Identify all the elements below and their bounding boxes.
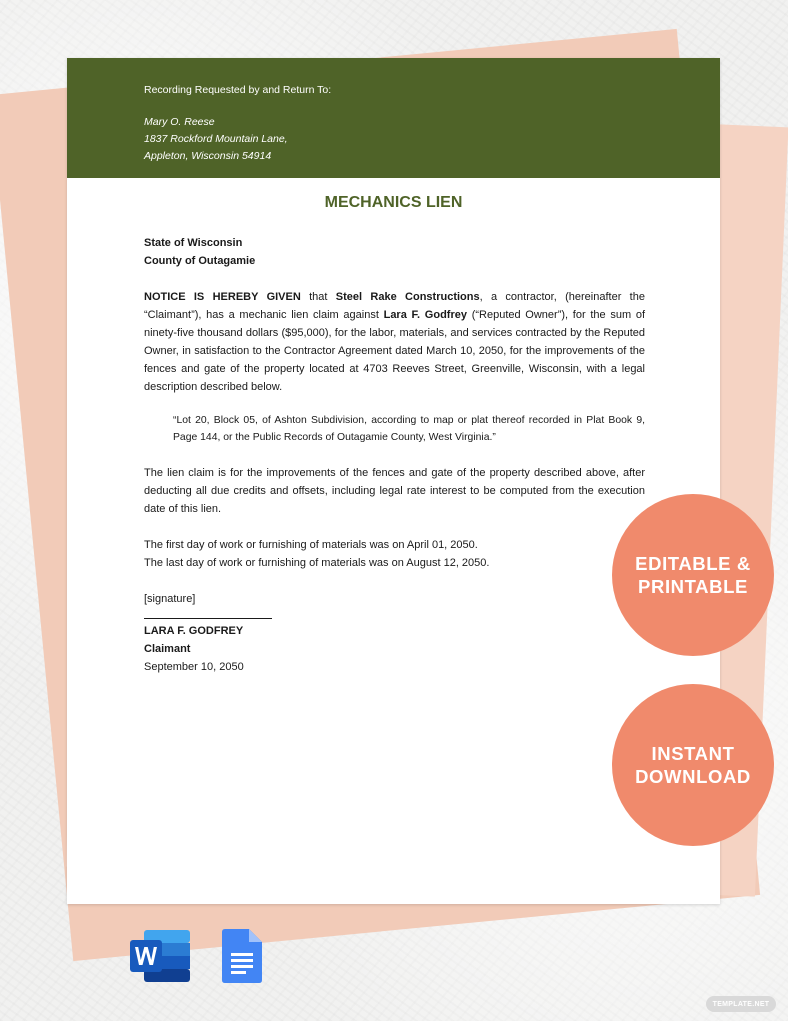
return-city: Appleton, Wisconsin 54914 [144,150,272,162]
return-street: 1837 Rockford Mountain Lane, [144,133,288,145]
signature-placeholder: [signature] [144,593,196,605]
owner-name: Lara F. Godfrey [383,309,467,321]
legal-description: “Lot 20, Block 05, of Ashton Subdivision, according to map or plat thereof recorded in Plat Book 9, Page 144, or the Public Records of Outagamie County, West Virginia.” [173,415,645,443]
notice-text-3: (“Reputed Owner”), for the sum of ninety-five thousand dollars ($95,000), for the labor, materials, and services contracted by the Reputed Owner, in satisfaction to the Contractor Agreement dated March 10, 2050, for the improvements of the fences and gate of the property located at 4703 Reeves Street, Greenville, Wisconsin, with a legal description described below. [144,309,645,393]
last-day-line: The last day of work or furnishing of materials was on August 12, 2050. [144,557,490,569]
claim-paragraph: The lien claim is for the improvements of the fences and gate of the property described above, after deducting all due credits and offsets, including legal rate interest to be computed from the execution date of this lien. [144,467,645,515]
editable-printable-badge [612,494,774,656]
badge2-line2: DOWNLOAD [635,766,751,787]
badge1-line2: PRINTABLE [638,576,748,597]
badge1-line1: EDITABLE & [635,553,751,574]
sign-date: September 10, 2050 [144,661,244,673]
badge2-line1: INSTANT [651,743,735,764]
template-net-watermark: TEMPLATE.NET [706,996,776,1012]
return-address [144,114,720,165]
google-docs-icon [222,929,262,983]
first-day-line: The first day of work or furnishing of materials was on April 01, 2050. [144,539,478,551]
instant-download-badge [612,684,774,846]
signer-name: LARA F. GODFREY [144,625,244,637]
microsoft-word-icon [130,930,190,982]
notice-text-1: that [300,291,336,303]
county-line: County of Outagamie [144,255,256,267]
recording-requested-line: Recording Requested by and Return To: [144,84,332,96]
notice-text-2: , a contractor, (hereinafter the “Claimant”), has a mechanic lien claim against [144,291,645,321]
contractor-name: Steel Rake Constructions [335,291,480,303]
document-title: MECHANICS LIEN [324,194,463,211]
state-line: State of Wisconsin [144,237,243,249]
return-name: Mary O. Reese [144,116,215,128]
recording-header [67,58,720,178]
notice-lead: NOTICE IS HEREBY GIVEN [144,291,301,303]
signer-role: Claimant [144,643,191,655]
signature-line [144,608,272,619]
notice-paragraph [144,288,645,396]
